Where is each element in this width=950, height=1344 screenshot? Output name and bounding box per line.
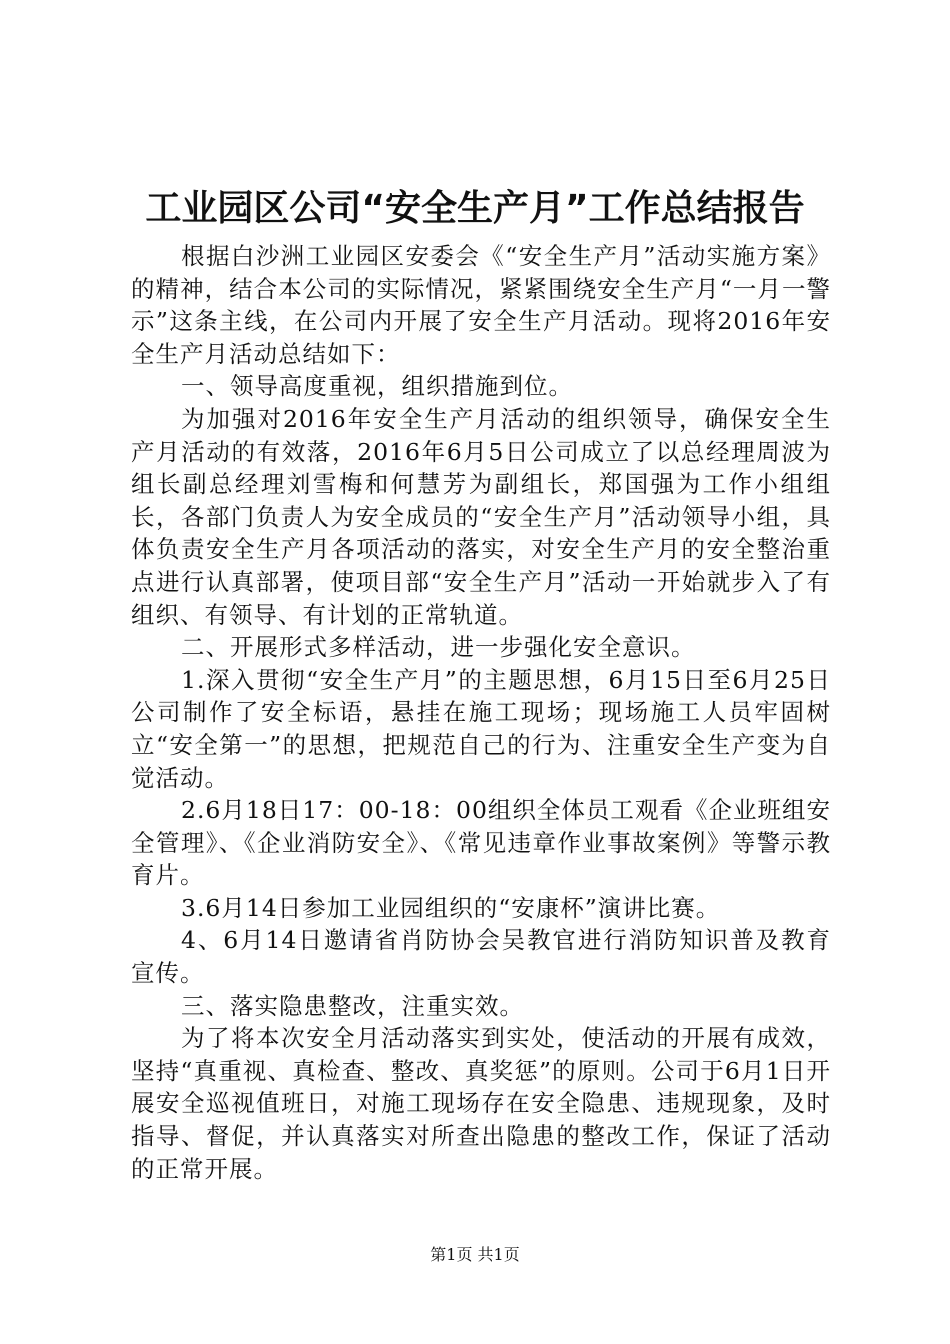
section-heading-1: 一、领导高度重视，组织措施到位。: [181, 372, 573, 401]
section-3-paragraph: 为了将本次安全月活动落实到实处，使活动的开展有成效，坚持“真重视、真检查、整改、真奖惩”的原则。公司于6月1日开展安全巡视值班日，对施工现场存在安全隐患、违规现象，及时指导、督促，并认真落实对所查出隐患的整改工作，保证了活动的正常开展。: [131, 1024, 831, 1183]
document-title: 工业园区公司“安全生产月”工作总结报告: [145, 188, 805, 229]
section-1-paragraph: 为加强对2016年安全生产月活动的组织领导，确保安全生产月活动的有效落，2016年6月5日公司成立了以总经理周波为组长副总经理刘雪梅和何慧芳为副组长，郑国强为工作小组组长，各部门负责人为安全成员的“安全生产月”活动领导小组，具体负责安全生产月各项活动的落实，对安全生产月的安全整治重点进行认真部署，使项目部“安全生产月”活动一开始就步入了有组织、有领导、有计划的正常轨道。: [131, 404, 831, 629]
section-heading-3: 三、落实隐患整改，注重实效。: [181, 991, 524, 1020]
activity-item-3: 3.6月14日参加工业园组织的“安康杯”演讲比赛。: [181, 893, 721, 922]
intro-paragraph: 根据白沙洲工业园区安委会《“安全生产月”活动实施方案》的精神，结合本公司的实际情况，紧紧围绕安全生产月“一月一警示”这条主线，在公司内开展了安全生产月活动。现将2016年安全生产月活动总结如下：: [131, 242, 831, 368]
document-body: [131, 240, 831, 1185]
activity-item-2: 2.6月18日17：00-18：00组织全体员工观看《企业班组安全管理》、《企业消防安全》、《常见违章作业事故案例》等警示教育片。: [131, 796, 831, 890]
activity-item-1: 1.深入贯彻“安全生产月”的主题思想，6月15日至6月25日公司制作了安全标语，悬挂在施工现场；现场施工人员牢固树立“安全第一”的思想，把规范自己的行为、注重安全生产变为自觉活动。: [131, 665, 831, 792]
page-footer: 第1页 共1页: [430, 1245, 520, 1264]
activity-item-4: 4、6月14日邀请省肖防协会吴教官进行消防知识普及教育宣传。: [131, 926, 831, 988]
section-heading-2: 二、开展形式多样活动，进一步强化安全意识。: [181, 633, 696, 662]
